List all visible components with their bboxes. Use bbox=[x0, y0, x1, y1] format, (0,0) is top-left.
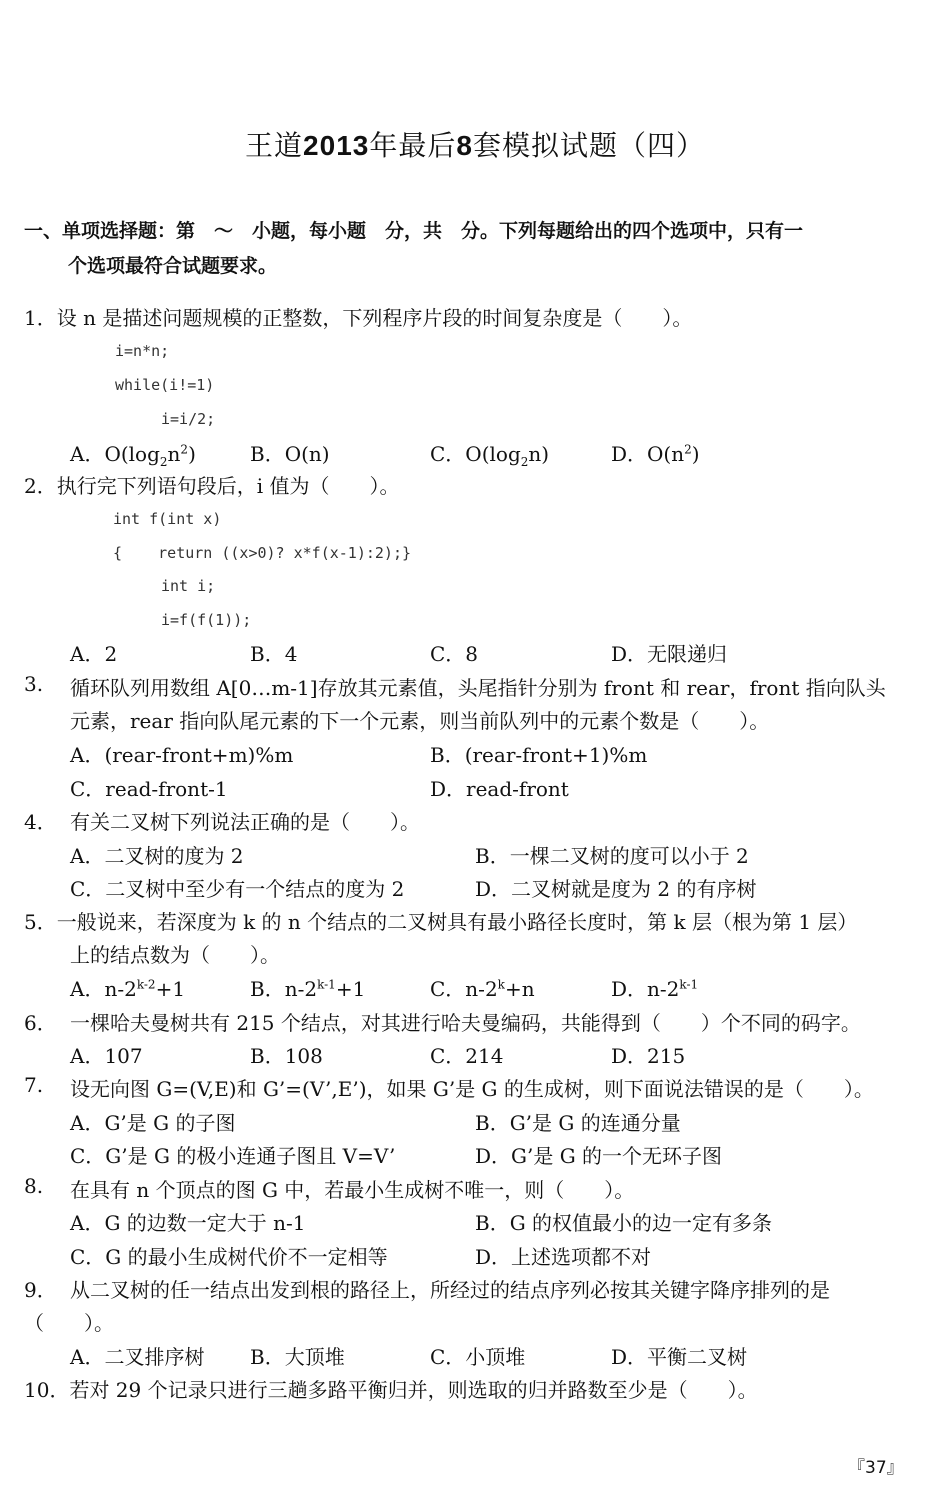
section-heading-line1: 一、单项选择题：第 ～ 小题，每小题 分，共 分。下列每题给出的四个选项中，只有一 bbox=[24, 220, 804, 242]
question-6-stem: 一棵哈夫曼树共有 215 个结点，对其进行哈夫曼编码，共能得到（ ）个不同的码字。 bbox=[70, 1011, 861, 1035]
q2-code-line-2: { return ((x>0)? x*f(x-1):2);} bbox=[113, 544, 412, 562]
title-prefix: 王道 bbox=[245, 129, 304, 162]
title-num: 8 bbox=[456, 130, 473, 161]
q1-code-line-1: i=n*n; bbox=[115, 342, 170, 360]
q7-option-c: C．G’是 G 的极小连通子图且 V=V’ bbox=[70, 1144, 396, 1168]
q3-option-b: B．(rear-front+1)%m bbox=[430, 743, 648, 767]
q4-option-c: C．二叉树中至少有一个结点的度为 2 bbox=[70, 877, 405, 901]
question-6-number: 6． bbox=[24, 1011, 57, 1035]
q2-option-d: D．无限递归 bbox=[611, 642, 728, 666]
title-suffix: 套模拟试题（四） bbox=[472, 129, 705, 162]
q2-code-line-3: int i; bbox=[161, 577, 216, 595]
q1-option-a: A．$O(\log_2n^2)$ bbox=[70, 442, 196, 469]
page-number: 『37』 bbox=[848, 1458, 904, 1478]
q4-option-b: B．一棵二叉树的度可以小于 2 bbox=[475, 844, 749, 868]
q5-option-c: C．$n-2^k+n$ bbox=[430, 977, 535, 1001]
q4-option-a: A．二叉树的度为 2 bbox=[70, 844, 244, 868]
title-year: 2013 bbox=[303, 130, 370, 161]
page-title bbox=[0, 124, 950, 164]
q9-option-c: C．小顶堆 bbox=[430, 1345, 526, 1369]
q8-option-a: A．G 的边数一定大于 n-1 bbox=[70, 1211, 306, 1235]
q1-option-b: B．O(n) bbox=[250, 442, 330, 466]
q6-option-b: B．108 bbox=[250, 1044, 323, 1068]
section-heading-line2: 个选项最符合试题要求。 bbox=[68, 255, 278, 277]
question-9-line-1: 从二叉树的任一结点出发到根的路径上，所经过的结点序列必按其关键字降序排列的是 bbox=[70, 1278, 830, 1302]
q1-code-line-2: while(i!=1) bbox=[115, 376, 215, 394]
q2-option-b: B．4 bbox=[250, 642, 298, 666]
q1-option-c: C．$O(\log_2n)$ bbox=[430, 442, 550, 469]
q9-option-b: B．大顶堆 bbox=[250, 1345, 345, 1369]
question-3-number: 3. bbox=[24, 672, 44, 696]
q6-option-a: A．107 bbox=[70, 1044, 143, 1068]
question-4-stem: 有关二叉树下列说法正确的是（ ）。 bbox=[70, 810, 420, 834]
question-5-line-2: 上的结点数为（ ）。 bbox=[70, 943, 280, 967]
q7-option-b: B．G’是 G 的连通分量 bbox=[475, 1111, 681, 1135]
q5-option-b: B．$n-2^{k-1}+1$ bbox=[250, 977, 366, 1001]
q1-code-line-3: i=i/2; bbox=[161, 410, 216, 428]
q8-option-c: C．G 的最小生成树代价不一定相等 bbox=[70, 1245, 388, 1269]
q1-option-d: D．$O(n^2)$ bbox=[611, 442, 700, 466]
q2-code-line-1: int f(int x) bbox=[113, 510, 222, 528]
q2-option-a: A．2 bbox=[70, 642, 118, 666]
question-3-line-2: 元素，rear 指向队尾元素的下一个元素，则当前队列中的元素个数是（ ）。 bbox=[70, 709, 770, 733]
question-8-stem: 在具有 n 个顶点的图 G 中，若最小生成树不唯一，则（ ）。 bbox=[70, 1178, 635, 1202]
q2-option-c: C．8 bbox=[430, 642, 479, 666]
q6-option-d: D．215 bbox=[611, 1044, 686, 1068]
q8-option-d: D．上述选项都不对 bbox=[475, 1245, 652, 1269]
question-9-number: 9． bbox=[24, 1278, 57, 1302]
q7-option-a: A．G’是 G 的子图 bbox=[70, 1111, 236, 1135]
question-7-stem: 设无向图 G=(V,E)和 G’=(V’,E’)，如果 G’是 G 的生成树，则下面说法错误的是（ ）。 bbox=[70, 1077, 874, 1101]
q3-option-d: D．read-front bbox=[430, 777, 569, 801]
title-middle: 年最后 bbox=[369, 129, 457, 162]
question-8-number: 8. bbox=[24, 1174, 44, 1198]
q3-option-c: C．read-front-1 bbox=[70, 777, 228, 801]
q6-option-c: C．214 bbox=[430, 1044, 504, 1068]
question-9-line-2: （ ）。 bbox=[24, 1311, 114, 1335]
question-2-stem: 2．执行完下列语句段后，i 值为（ ）。 bbox=[24, 474, 400, 498]
q7-option-d: D．G’是 G 的一个无环子图 bbox=[475, 1144, 723, 1168]
question-7-number: 7. bbox=[24, 1073, 44, 1097]
question-10-stem: 10．若对 29 个记录只进行三趟多路平衡归并，则选取的归并路数至少是（ ）。 bbox=[24, 1378, 758, 1402]
q5-option-d: D．n-2$^{k-1}$ bbox=[611, 977, 699, 1001]
q9-option-a: A．二叉排序树 bbox=[70, 1345, 205, 1369]
question-5-line-1: 5．一般说来，若深度为 k 的 n 个结点的二叉树具有最小路径长度时，第 k 层（根为第 1 层） bbox=[24, 910, 858, 934]
section-heading bbox=[24, 214, 929, 284]
question-1-stem: 1．设 n 是描述问题规模的正整数，下列程序片段的时间复杂度是（ ）。 bbox=[24, 306, 693, 330]
q9-option-d: D．平衡二叉树 bbox=[611, 1345, 748, 1369]
q5-option-a: A．$n-2^{k-2}+1$ bbox=[70, 977, 186, 1001]
question-4-number: 4． bbox=[24, 810, 57, 834]
q4-option-d: D．二叉树就是度为 2 的有序树 bbox=[475, 877, 757, 901]
q8-option-b: B．G 的权值最小的边一定有多条 bbox=[475, 1211, 773, 1235]
q2-code-line-4: i=f(f(1)); bbox=[161, 611, 252, 629]
q3-option-a: A．(rear-front+m)%m bbox=[70, 743, 294, 767]
question-3-line-1: 循环队列用数组 A[0…m-1]存放其元素值，头尾指针分别为 front 和 rear，front 指向队头 bbox=[70, 676, 886, 700]
